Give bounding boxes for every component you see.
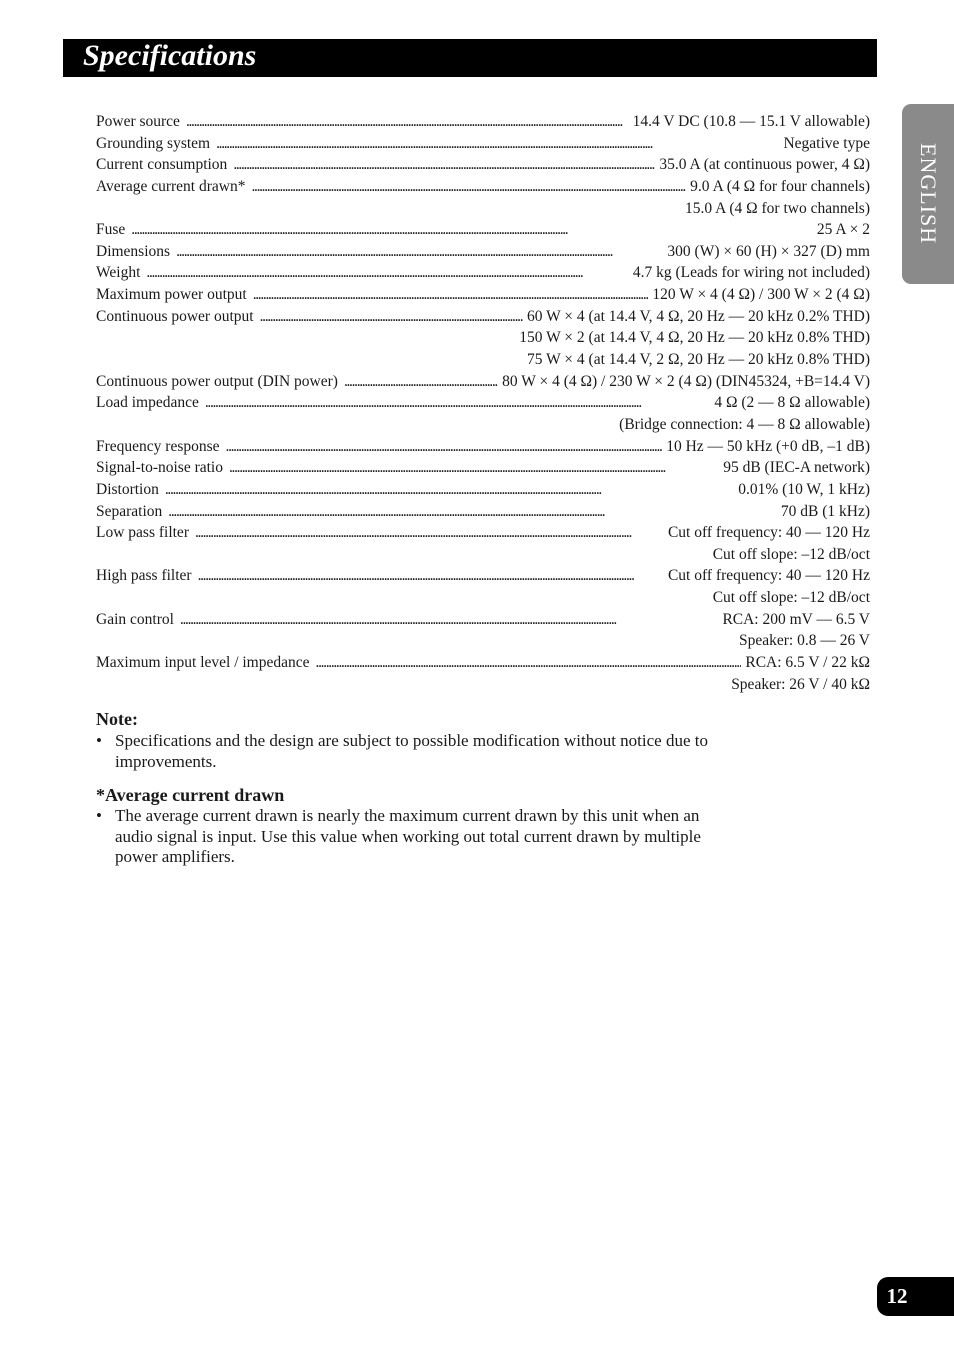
spec-label: Fuse [96,221,126,239]
spec-row [96,241,870,263]
spec-row [96,609,870,631]
spec-value-continued: 75 W × 4 (at 14.4 V, 2 Ω, 20 Hz — 20 kHz 0.8% THD) [526,351,870,369]
dot-leader [344,371,498,393]
spec-row [96,522,870,544]
dot-leader [233,154,655,176]
dot-leader [165,479,734,501]
spec-row [96,219,870,241]
spec-row [96,262,870,284]
dot-leader [251,176,686,198]
dot-leader [198,565,664,587]
spec-label: Weight [96,264,141,282]
spec-row [96,154,870,176]
spec-value: 25 A × 2 [816,221,870,239]
spec-value: Negative type [783,134,870,152]
spec-value-continued: Speaker: 0.8 — 26 V [738,632,870,650]
dot-leader [168,501,777,523]
spec-row [96,176,870,198]
spec-value: 4.7 kg (Leads for wiring not included) [632,264,870,282]
spec-value: RCA: 6.5 V / 22 kΩ [745,654,870,672]
spec-value: 14.4 V DC (10.8 — 15.1 V allowable) [632,113,870,130]
spec-label: Frequency response [96,437,220,455]
spec-label: Gain control [96,610,174,628]
spec-value: 4 Ω (2 — 8 Ω allowable) [714,394,870,412]
dot-leader [316,652,742,674]
dot-leader [195,522,664,544]
spec-row [96,652,870,674]
notes-section [96,707,716,868]
dot-leader [180,609,719,631]
dot-leader [146,262,628,284]
spec-value-continued: (Bridge connection: 4 — 8 Ω allowable) [619,415,870,433]
spec-row [96,501,870,523]
spec-label: Load impedance [96,394,199,412]
spec-label: Continuous power output (DIN power) [96,372,338,390]
dot-leader [229,457,719,479]
spec-label: Low pass filter [96,524,189,542]
spec-label: Power source [96,113,180,130]
spec-label: Separation [96,502,163,520]
spec-row [96,284,870,306]
spec-value-continued: 15.0 A (4 Ω for two channels) [684,199,870,217]
spec-label: Average current drawn* [96,177,246,195]
spec-row [96,457,870,479]
spec-row [96,479,870,501]
spec-value: 0.01% (10 W, 1 kHz) [738,480,870,498]
spec-value-continued: Cut off slope: –12 dB/oct [712,545,870,563]
spec-value: 300 (W) × 60 (H) × 327 (D) mm [667,242,870,260]
spec-label: Maximum input level / impedance [96,654,310,672]
spec-value: 60 W × 4 (at 14.4 V, 4 Ω, 20 Hz — 20 kHz 0.2% THD) [526,307,870,325]
spec-value: 95 dB (IEC-A network) [723,459,870,477]
spec-value-continued: Speaker: 26 V / 40 kΩ [731,675,870,693]
dot-leader [176,241,663,263]
spec-row [96,436,870,458]
spec-row [96,371,870,393]
spec-value: RCA: 200 mV — 6.5 V [722,610,870,628]
spec-row [96,306,870,328]
spec-value: 70 dB (1 kHz) [780,502,870,520]
spec-value-continued: 150 W × 2 (at 14.4 V, 4 Ω, 20 Hz — 20 kHz 0.8% THD) [519,329,870,347]
bullet-icon: • [96,731,102,750]
spec-label: Distortion [96,480,159,498]
language-tab [902,104,954,284]
page-number: 12 [886,1284,908,1308]
dot-leader [205,392,711,414]
spec-row [96,133,870,155]
spec-label: Signal-to-noise ratio [96,459,223,477]
dot-leader [131,219,813,241]
spec-label: Grounding system [96,134,211,152]
spec-value: 35.0 A (at continuous power, 4 Ω) [659,156,870,174]
spec-value: 120 W × 4 (4 Ω) / 300 W × 2 (4 Ω) [652,286,870,304]
spec-value-continued: Cut off slope: –12 dB/oct [712,589,870,607]
spec-row [96,565,870,587]
spec-label: Current consumption [96,156,228,174]
specifications-list [96,111,870,695]
dot-leader [253,284,649,306]
spec-label: High pass filter [96,567,192,585]
title-bar [63,39,877,77]
spec-value: Cut off frequency: 40 — 120 Hz [667,524,870,542]
dot-leader [260,306,523,328]
spec-label: Maximum power output [96,286,247,304]
average-current-bullet [96,806,716,868]
note-bullet-text: Specifications and the design are subject to possible modification without notice due to improvements. [115,731,708,771]
spec-label: Dimensions [96,242,171,260]
note-bullet [96,731,716,772]
dot-leader [226,436,663,458]
bullet-icon: • [96,806,102,825]
language-tab-label: ENGLISH [916,143,941,245]
spec-label: Continuous power output [96,307,254,325]
note-heading: Note: [96,709,138,729]
average-current-heading: *Average current drawn [96,785,285,805]
spec-row [96,392,870,414]
spec-row [96,111,870,133]
page-title: Specifications [83,39,257,72]
average-current-bullet-text: The average current drawn is nearly the maximum current drawn by this unit when an audio signal is input. Use this value when working out total current drawn by multiple power amplifiers. [115,806,701,866]
spec-value: 10 Hz — 50 kHz (+0 dB, –1 dB) [666,437,870,455]
spec-value: 9.0 A (4 Ω for four channels) [690,177,870,195]
dot-leader [216,133,779,155]
spec-value: Cut off frequency: 40 — 120 Hz [667,567,870,585]
dot-leader [186,111,629,133]
spec-value: 80 W × 4 (4 Ω) / 230 W × 2 (4 Ω) (DIN45324, +B=14.4 V) [502,372,870,390]
page-number-tab [877,1277,954,1316]
